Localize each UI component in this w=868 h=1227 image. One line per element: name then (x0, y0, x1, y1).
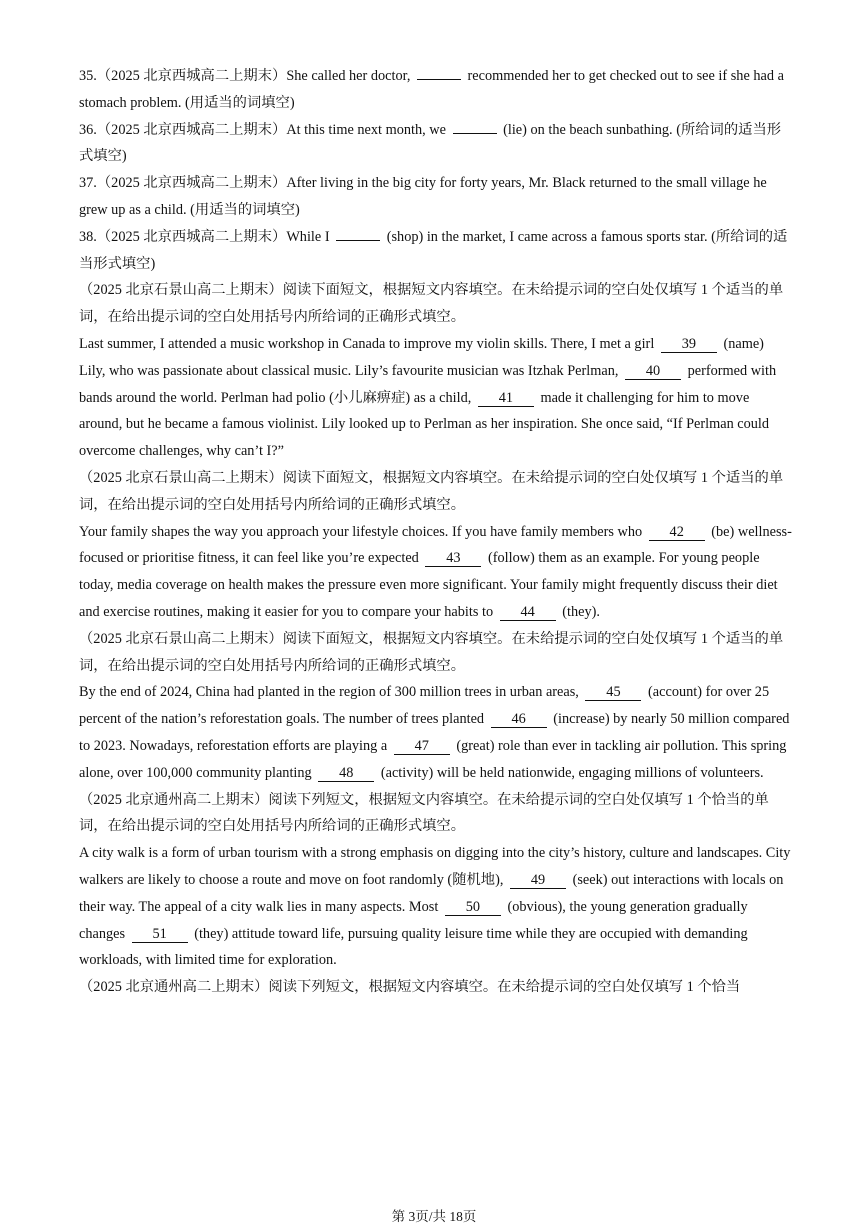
question-text: recommended her to get checked out to see if she had a stomach problem. (用适当的词填空) (79, 68, 784, 111)
question-source: （2025 北京西城高二上期末） (96, 175, 287, 192)
question-source: （2025 北京西城高二上期末） (96, 228, 287, 245)
question-source: （2025 北京西城高二上期末） (96, 121, 287, 138)
question-text: While I (286, 228, 334, 245)
answer-blank-39[interactable]: 39 (661, 337, 717, 353)
question-text: At this time next month, we (286, 121, 450, 138)
answer-blank-51[interactable]: 51 (132, 927, 188, 943)
passage-segment: (seek) out interactions with locals on their way. The appeal of a city walk lies in many aspects. Most (79, 871, 784, 915)
answer-blank-49[interactable]: 49 (510, 873, 566, 889)
answer-blank[interactable] (336, 225, 380, 241)
question-number: 35. (79, 68, 97, 84)
passage-text (79, 840, 793, 974)
answer-blank-41[interactable]: 41 (478, 391, 534, 407)
answer-blank-45[interactable]: 45 (585, 685, 641, 701)
passage-segment: performed with bands around the world. Perlman had polio (小儿麻痹症) as a child, (79, 362, 777, 406)
passage-instruction: （2025 北京石景山高二上期末）阅读下面短文，根据短文内容填空。在未给提示词的空白处仅填写 1 个适当的单词，在给出提示词的空白处用括号内所给词的正确形式填空。 (79, 469, 784, 513)
page-footer: 第 3页/共 18页 (391, 1209, 477, 1224)
passage-segment: (obvious), the young generation gradually changes (79, 898, 748, 942)
passage-segment: (account) for over 25 percent of the nation’s reforestation goals. The number of trees planted (79, 684, 770, 728)
question-37 (79, 170, 793, 224)
question-source: （2025 北京西城高二上期末） (96, 68, 287, 84)
answer-blank[interactable] (417, 64, 461, 80)
question-number: 36. (79, 121, 97, 138)
answer-blank[interactable] (453, 118, 497, 134)
answer-blank-43[interactable]: 43 (425, 551, 481, 567)
passage-segment: (follow) them as an example. For young people today, media coverage on health makes the pressure even more significant. Your family might frequently discuss their diet and exercise routines, making it easier for you to compare your habits to (79, 550, 778, 620)
passage-segment: By the end of 2024, China had planted in the region of 300 million trees in urban areas, (79, 684, 583, 701)
passages-container (79, 277, 793, 974)
passage-segment: (activity) will be held nationwide, engaging millions of volunteers. (377, 764, 764, 781)
passage-instruction: （2025 北京通州高二上期末）阅读下列短文，根据短文内容填空。在未给提示词的空白处仅填写 1 个恰当的单词，在给出提示词的空白处用括号内所给词的正确形式填空。 (79, 791, 769, 835)
answer-blank-46[interactable]: 46 (491, 712, 547, 728)
answer-blank-42[interactable]: 42 (649, 525, 705, 541)
passage-segment: Last summer, I attended a music workshop in Canada to improve my violin skills. There, I met a girl (79, 335, 658, 352)
question-text: (shop) in the market, I came across a famous sports star. (所给词的适当形式填空) (79, 228, 788, 272)
question-text: She called her doctor, (286, 68, 414, 84)
answer-blank-48[interactable]: 48 (318, 766, 374, 782)
passage-segment: (be) wellness-focused or prioritise fitness, it can feel like you’re expected (79, 523, 792, 567)
passage-text (79, 331, 793, 465)
passage-segment: (they) attitude toward life, pursuing quality leisure time while they are occupied with demanding workloads, with limited time for exploration. (79, 925, 748, 969)
answer-blank-50[interactable]: 50 (445, 900, 501, 916)
answer-blank-40[interactable]: 40 (625, 364, 681, 380)
document-body (79, 63, 793, 1001)
passage-segment: made it challenging for him to move around, but he became a famous violinist. Lily looked up to Perlman as her inspiration. She once said, “If Perlman could overcome challenges, why can’t I?” (79, 389, 770, 460)
passage-segment: (they). (558, 603, 600, 620)
passage-instruction: （2025 北京石景山高二上期末）阅读下面短文，根据短文内容填空。在未给提示词的空白处仅填写 1 个适当的单词，在给出提示词的空白处用括号内所给词的正确形式填空。 (79, 630, 784, 674)
passage-text (79, 679, 793, 786)
passage-text (79, 519, 793, 626)
passage-segment: (name) Lily, who was passionate about classical music. Lily’s favourite musician was Itzhak Perlman, (79, 335, 764, 379)
passage-segment: Your family shapes the way you approach your lifestyle choices. If you have family members who (79, 523, 646, 540)
answer-blank-44[interactable]: 44 (500, 605, 556, 621)
question-text: (lie) on the beach sunbathing. (所给词的适当形式填空) (79, 121, 782, 165)
question-number: 37. (79, 175, 97, 192)
question-35 (79, 63, 793, 117)
question-38 (79, 224, 793, 278)
question-36 (79, 117, 793, 171)
answer-blank-47[interactable]: 47 (394, 739, 450, 755)
passage-segment: A city walk is a form of urban tourism with a strong emphasis on digging into the city’s history, culture and landscapes. City walkers are likely to choose a route and move on foot randomly (随机地), (79, 845, 791, 888)
passage-instruction: （2025 北京石景山高二上期末）阅读下面短文，根据短文内容填空。在未给提示词的空白处仅填写 1 个适当的单词，在给出提示词的空白处用括号内所给词的正确形式填空。 (79, 282, 784, 326)
question-text: After living in the big city for forty years, Mr. Black returned to the small village he grew up as a child. (用适当的词填空) (79, 175, 767, 218)
passage-segment: (great) role than ever in tackling air pollution. This spring alone, over 100,000 community planting (79, 737, 787, 781)
passage-segment: (increase) by nearly 50 million compared to 2023. Nowadays, reforestation efforts are playing a (79, 711, 790, 754)
question-number: 38. (79, 228, 97, 245)
trailing-instruction: （2025 北京通州高二上期末）阅读下列短文，根据短文内容填空。在未给提示词的空白处仅填写 1 个恰当 (79, 979, 741, 996)
